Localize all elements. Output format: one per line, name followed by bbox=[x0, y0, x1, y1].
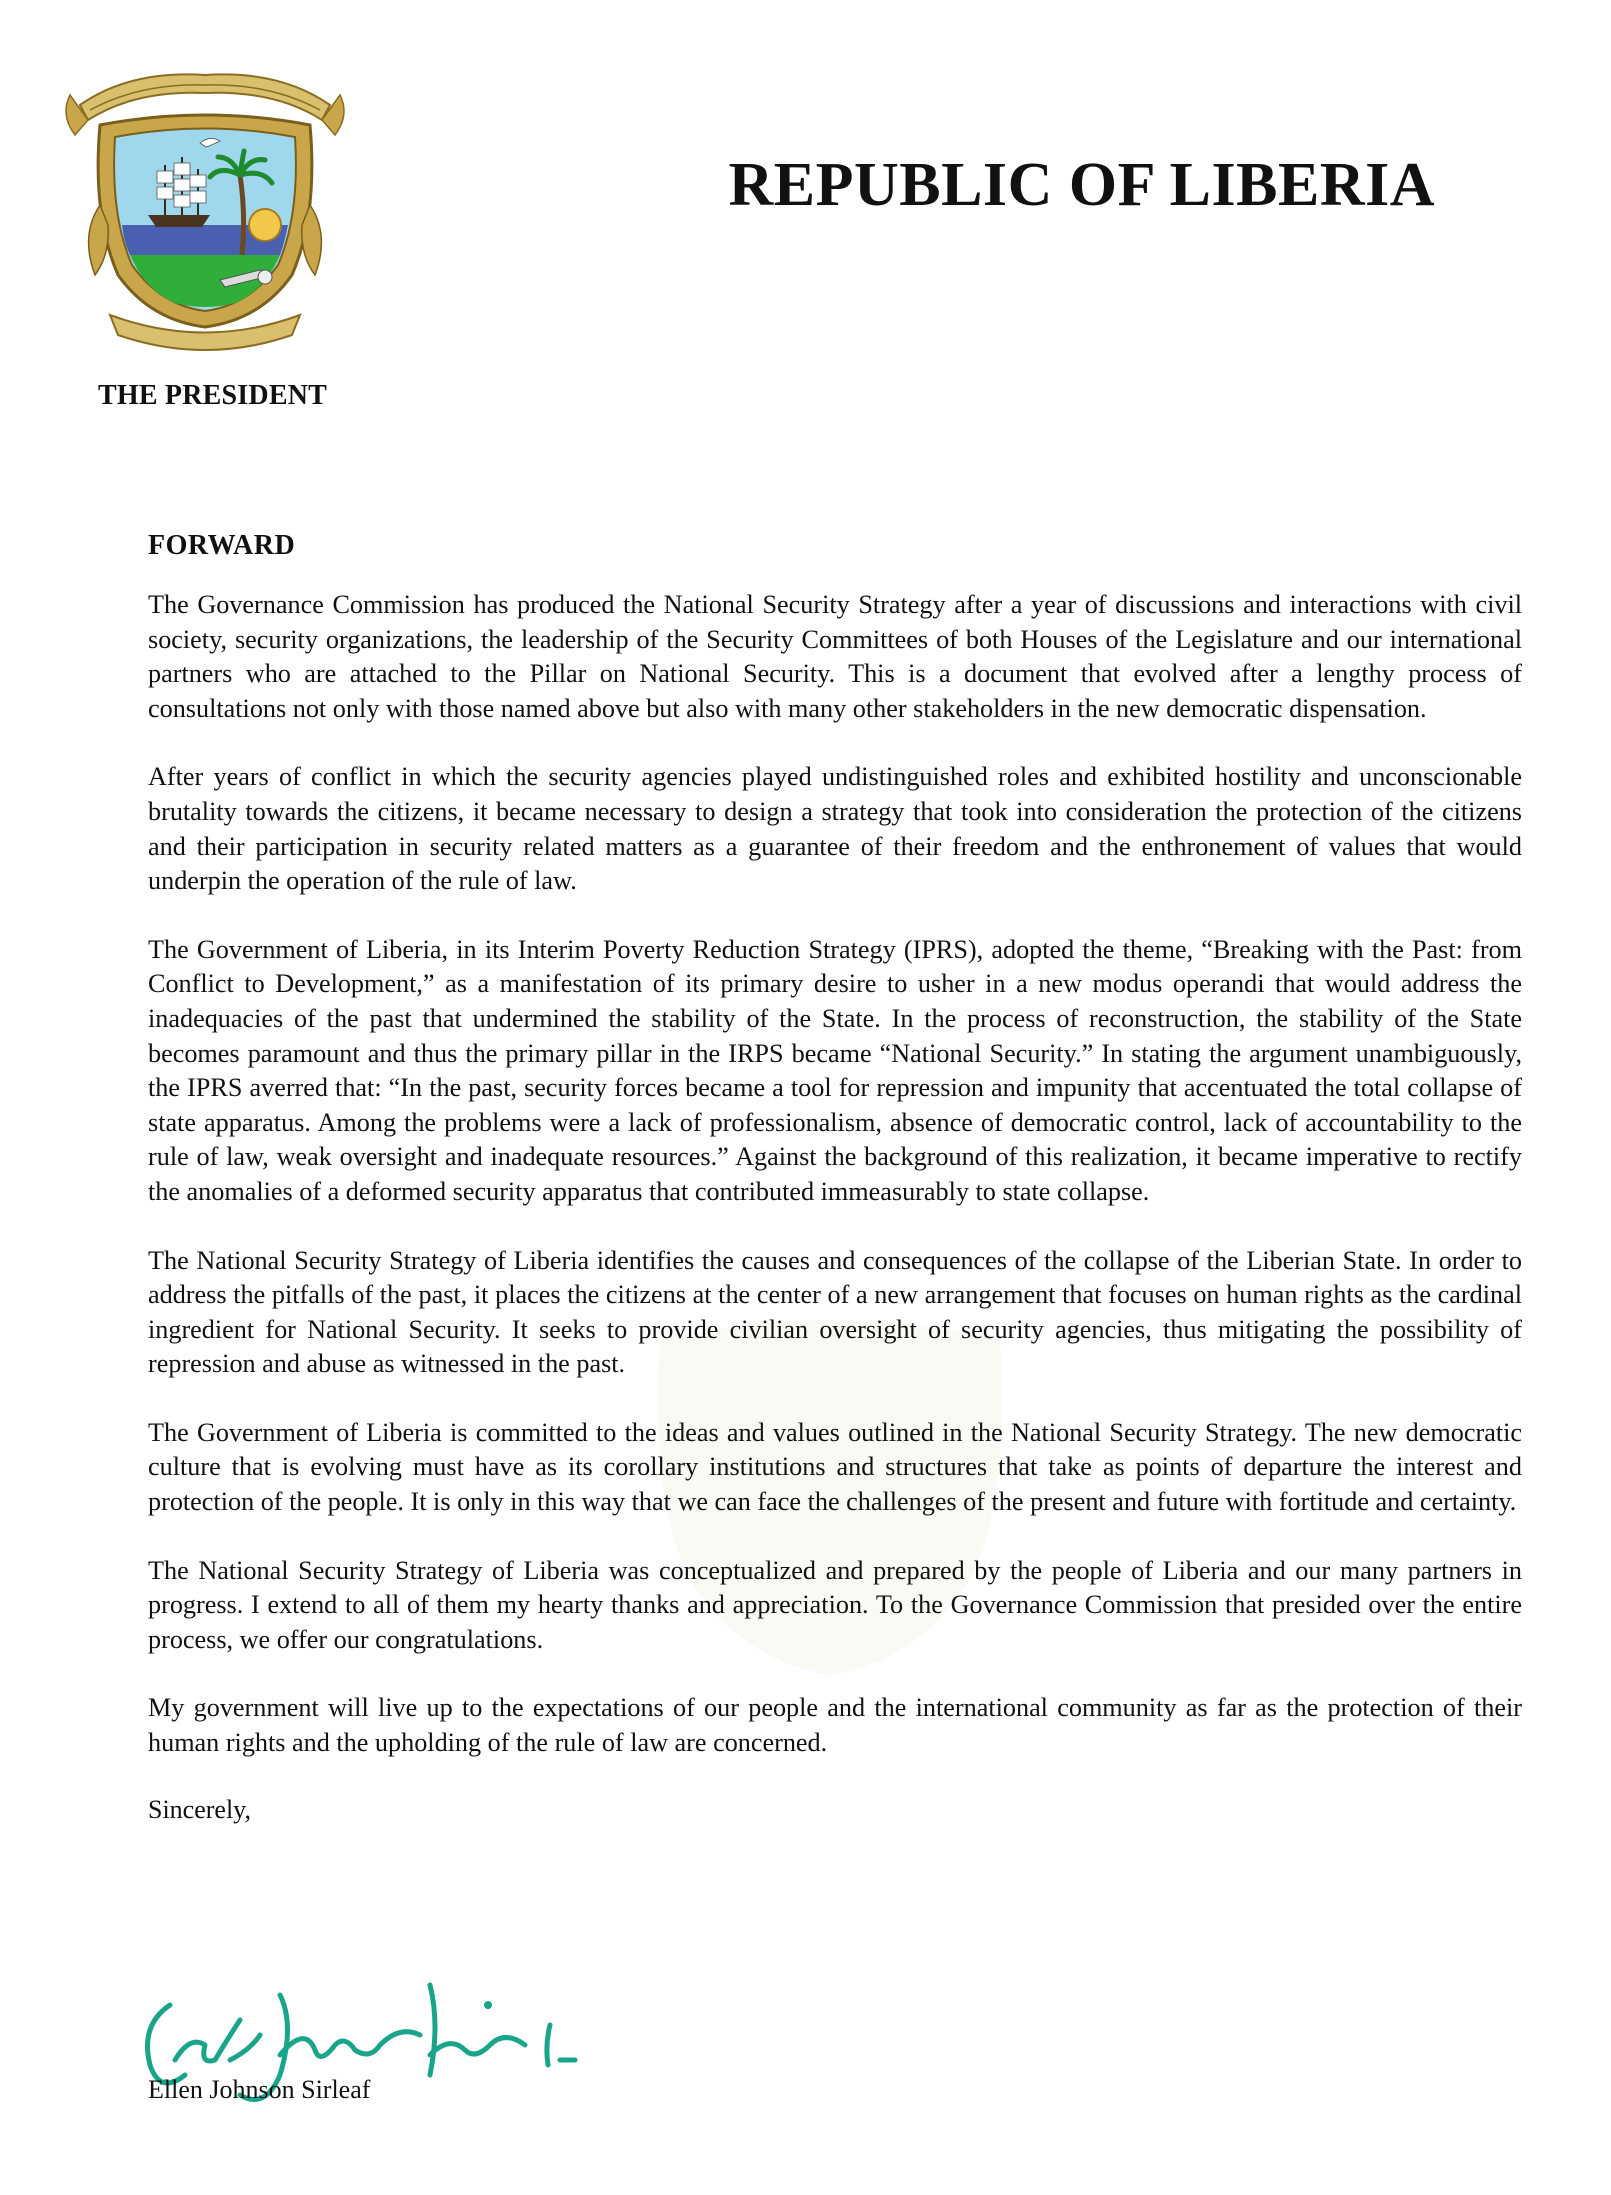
paragraph: The Government of Liberia, in its Interim Poverty Reduction Strategy (IPRS), adopted the theme, “Breaking with the Past: from Conflict to Development,” as a manifestation of its primary desire to usher in a new modus operandi that would address the inadequacies of the past that undermined the stability of the State. In the process of reconstruction, the stability of the State becomes paramount and thus the primary pillar in the IRPS became “National Security.” In stating the argument unambiguously, the IPRS averred that: “In the past, security forces became a tool for repression and impunity that accentuated the total collapse of state apparatus. Among the problems were a lack of professionalism, absence of democratic control, lack of accountability to the rule of law, weak oversight and inadequate resources.” Against the background of this realization, it became imperative to rectify the anomalies of a deformed security apparatus that contributed immeasurably to state collapse. bbox=[148, 934, 1522, 1206]
liberia-coat-of-arms-icon bbox=[60, 65, 350, 365]
signer-name: Ellen Johnson Sirleaf bbox=[148, 2075, 371, 2104]
paragraph: My government will live up to the expectations of our people and the international community as far as the protection of their human rights and the upholding of the rule of law are concerned. bbox=[148, 1693, 1522, 1758]
closing-salutation: Sincerely, bbox=[148, 1794, 251, 1824]
paragraph: After years of conflict in which the security agencies played undistinguished roles and exhibited hostility and unconscionable brutality towards the citizens, it became necessary to design a strategy that took into consideration the protection of the citizens and their participation in security related matters as a guarantee of their freedom and the enthronement of values that would underpin the operation of the rule of law. bbox=[148, 762, 1522, 896]
paragraph: The Government of Liberia is committed to the ideas and values outlined in the National Security Strategy. The new democratic culture that is evolving must have as its corollary institutions and structures that take as points of departure the interest and protection of the people. It is only in this way that we can face the challenges of the present and future with fortitude and certainty. bbox=[148, 1417, 1522, 1517]
page-title: REPUBLIC OF LIBERIA bbox=[728, 151, 1435, 219]
paragraph: The National Security Strategy of Liberia was conceptualized and prepared by the people of Liberia and our many partners in progress. I extend to all of them my hearty thanks and appreciation. To the Governance Commission that presided over the entire process, we offer our congratulations. bbox=[148, 1555, 1522, 1654]
letter-body bbox=[148, 530, 1522, 1825]
paragraph: The Governance Commission has produced the National Security Strategy after a year of discussions and interactions with civil society, security organizations, the leadership of the Security Committees of both Houses of the Legislature and our international partners who are attached to the Pillar on National Security. This is a document that evolved after a lengthy process of consultations not only with those named above but also with many other stakeholders in the new democratic dispensation. bbox=[148, 590, 1522, 723]
section-heading: FORWARD bbox=[148, 530, 296, 561]
paragraph: The National Security Strategy of Liberia identifies the causes and consequences of the collapse of the Liberian State. In order to address the pitfalls of the past, it places the citizens at the center of a new arrangement that focuses on human rights as the cardinal ingredient for National Security. It seeks to provide civilian oversight of security agencies, thus mitigating the possibility of repression and abuse as witnessed in the past. bbox=[148, 1245, 1522, 1379]
office-label: THE PRESIDENT bbox=[98, 380, 327, 411]
